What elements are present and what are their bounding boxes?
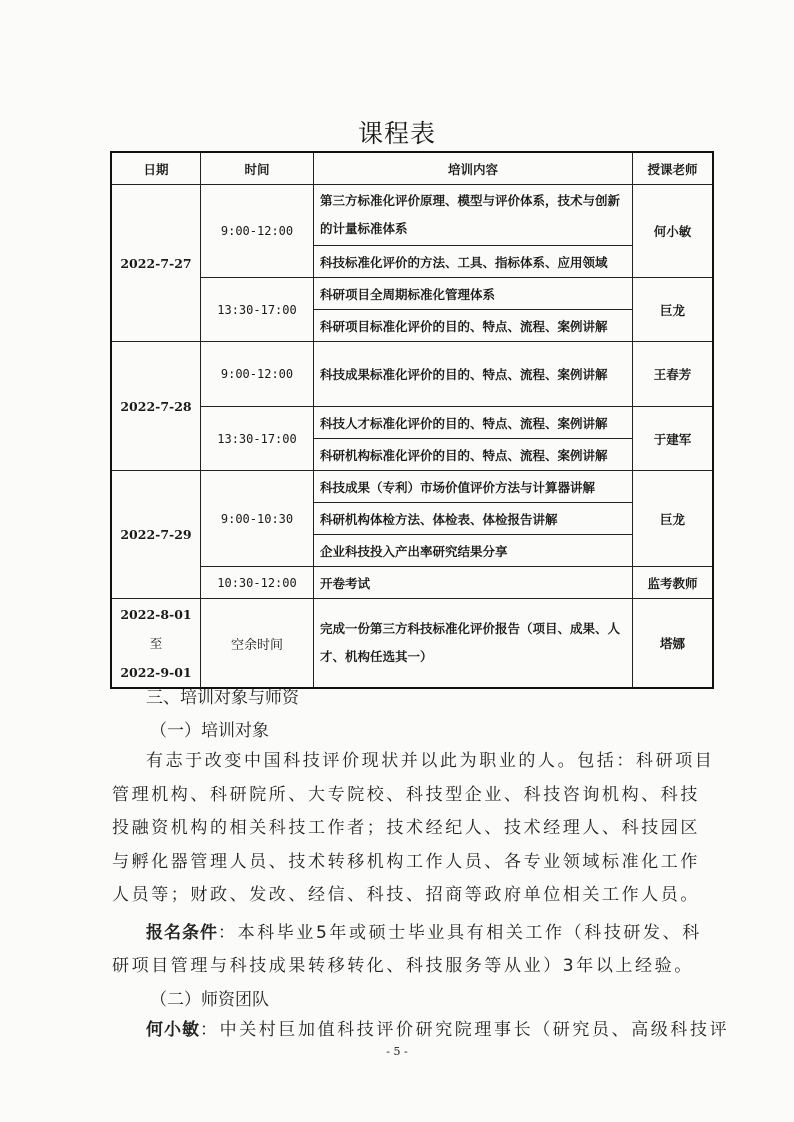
date-cell: 2022-7-28 xyxy=(111,342,201,471)
course-schedule-table xyxy=(110,151,714,689)
table-row xyxy=(111,567,713,599)
subsection-heading: （二）师资团队 xyxy=(150,990,269,1010)
header-date: 日期 xyxy=(111,152,201,185)
date-cell: 2022-7-27 xyxy=(111,185,201,342)
teacher-cell: 巨龙 xyxy=(633,278,714,342)
content-cell: 完成一份第三方科技标准化评价报告（项目、成果、人才、机构任选其一） xyxy=(314,599,633,689)
requirements-text: ：本科毕业5年或硕士毕业具有相关工作（科技研发、科研项目管理与科技成果转移转化、科技服务等从业）3年以上经验。 xyxy=(112,922,702,976)
teacher-cell: 监考教师 xyxy=(633,567,714,599)
header-content: 培训内容 xyxy=(314,152,633,185)
table-header-row xyxy=(111,152,713,185)
content-cell: 科研机构体检方法、体检表、体检报告讲解 xyxy=(314,503,633,535)
date-start: 2022-8-01 xyxy=(120,606,192,622)
teacher-intro-paragraph xyxy=(112,1014,730,1048)
date-range-cell xyxy=(111,599,201,689)
requirements-label: 报名条件 xyxy=(146,922,218,943)
content-cell: 第三方标准化评价原理、模型与评价体系，技术与创新的计量标准体系 xyxy=(314,185,633,246)
table-row xyxy=(111,599,713,689)
date-cell: 2022-7-29 xyxy=(111,471,201,599)
content-cell: 科研项目全周期标准化管理体系 xyxy=(314,278,633,310)
content-cell: 科研机构标准化评价的目的、特点、流程、案例讲解 xyxy=(314,439,633,471)
table-row xyxy=(111,342,713,407)
teacher-name: 何小敏 xyxy=(146,1020,200,1040)
subsection-heading: （一）培训对象 xyxy=(150,721,269,741)
requirements-paragraph xyxy=(112,917,716,984)
time-cell: 空余时间 xyxy=(201,599,314,689)
time-cell: 9:00-10:30 xyxy=(201,471,314,567)
content-cell: 企业科技投入产出率研究结果分享 xyxy=(314,535,633,567)
target-audience-text: 有志于改变中国科技评价现状并以此为职业的人。包括：科研项目管理机构、科研院所、大专院校、科技型企业、科技咨询机构、科技投融资机构的相关科技工作者；技术经纪人、技术经理人、科技园区与孵化器管理人员、技术转移机构工作人员、各专业领域标准化工作人员等；财政、发改、经信、科技、招商等政府单位相关工作人员。 xyxy=(112,751,715,905)
teacher-cell: 何小敏 xyxy=(633,185,714,278)
section-heading: 三、培训对象与师资 xyxy=(146,688,299,708)
table-row xyxy=(111,278,713,310)
page-number: - 5 - xyxy=(386,1045,408,1058)
page-title: 课程表 xyxy=(357,119,436,148)
time-cell: 10:30-12:00 xyxy=(201,567,314,599)
date-to: 至 xyxy=(149,635,163,651)
content-cell: 科技人才标准化评价的目的、特点、流程、案例讲解 xyxy=(314,407,633,439)
content-cell: 科技成果（专利）市场价值评价方法与计算器讲解 xyxy=(314,471,633,503)
body-paragraph xyxy=(112,1014,730,1048)
content-cell: 科研项目标准化评价的目的、特点、流程、案例讲解 xyxy=(314,310,633,342)
header-time: 时间 xyxy=(201,152,314,185)
teacher-cell: 王春芳 xyxy=(633,342,714,407)
teacher-cell: 巨龙 xyxy=(633,471,714,567)
content-cell: 开卷考试 xyxy=(314,567,633,599)
table-row xyxy=(111,471,713,503)
teacher-intro-text: ：中关村巨加值科技评价研究院理事长（研究员、高级科技评 xyxy=(200,1020,730,1040)
teacher-cell: 于建军 xyxy=(633,407,714,471)
teacher-cell: 塔娜 xyxy=(633,599,714,689)
date-end: 2022-9-01 xyxy=(120,664,192,680)
body-paragraph xyxy=(112,745,716,984)
content-cell: 科技标准化评价的方法、工具、指标体系、应用领域 xyxy=(314,246,633,278)
time-cell: 13:30-17:00 xyxy=(201,278,314,342)
table-row xyxy=(111,407,713,439)
header-teacher: 授课老师 xyxy=(633,152,714,185)
time-cell: 9:00-12:00 xyxy=(201,185,314,278)
content-cell: 科技成果标准化评价的目的、特点、流程、案例讲解 xyxy=(314,342,633,407)
time-cell: 9:00-12:00 xyxy=(201,342,314,407)
time-cell: 13:30-17:00 xyxy=(201,407,314,471)
